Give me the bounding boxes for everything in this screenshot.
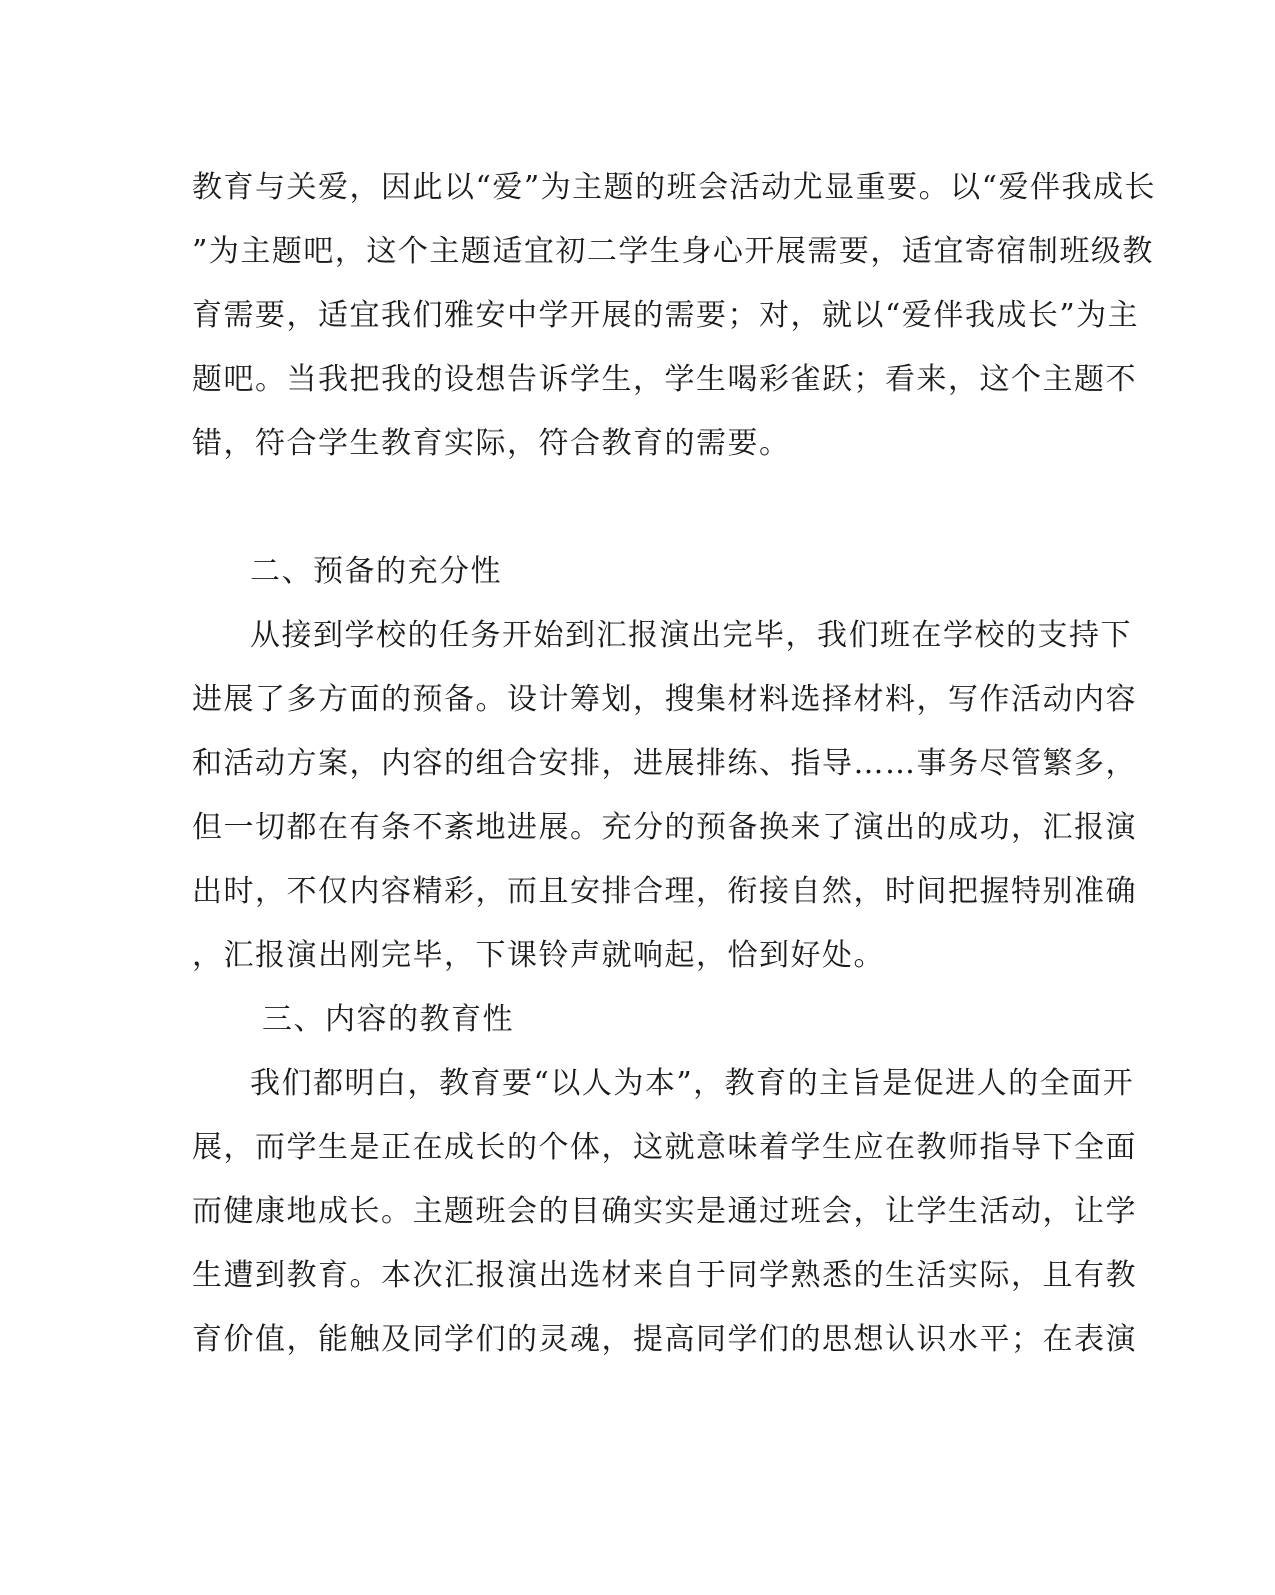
paragraph-line: 育价值，能触及同学们的灵魂，提高同学们的思想认识水平；在表演 bbox=[192, 1322, 1137, 1357]
paragraph-line: 育需要，适宜我们雅安中学开展的需要；对，就以“爱伴我成长”为主 bbox=[192, 298, 1140, 333]
paragraph-line: 展，而学生是正在成长的个体，这就意味着学生应在教师指导下全面 bbox=[192, 1130, 1137, 1165]
paragraph-line: 我们都明白，教育要“以人为本”，教育的主旨是促进人的全面开 bbox=[250, 1066, 1135, 1101]
paragraph-line: 题吧。当我把我的设想告诉学生，学生喝彩雀跃；看来，这个主题不 bbox=[192, 362, 1137, 397]
paragraph-line: 教育与关爱，因此以“爱”为主题的班会活动尤显重要。以“爱伴我成长 bbox=[192, 170, 1157, 205]
paragraph-line: 和活动方案，内容的组合安排，进展排练、指导……事务尽管繁多， bbox=[192, 746, 1137, 781]
paragraph-line: 进展了多方面的预备。设计筹划，搜集材料选择材料，写作活动内容 bbox=[192, 682, 1137, 717]
section-heading: 二、预备的充分性 bbox=[250, 554, 502, 589]
paragraph-line: 但一切都在有条不紊地进展。充分的预备换来了演出的成功，汇报演 bbox=[192, 810, 1137, 845]
paragraph-line: ”为主题吧，这个主题适宜初二学生身心开展需要，适宜寄宿制班级教 bbox=[192, 234, 1154, 269]
paragraph-line: 生遭到教育。本次汇报演出选材来自于同学熟悉的生活实际，且有教 bbox=[192, 1258, 1137, 1293]
paragraph-line: 出时，不仅内容精彩，而且安排合理，衔接自然，时间把握特别准确 bbox=[192, 874, 1137, 909]
section-heading: 三、内容的教育性 bbox=[262, 1002, 514, 1037]
paragraph-line: 从接到学校的任务开始到汇报演出完毕，我们班在学校的支持下 bbox=[250, 618, 1132, 653]
paragraph-line: ，汇报演出刚完毕，下课铃声就响起，恰到好处。 bbox=[192, 938, 885, 973]
paragraph-line: 而健康地成长。主题班会的目确实实是通过班会，让学生活动，让学 bbox=[192, 1194, 1137, 1229]
paragraph-line: 错，符合学生教育实际，符合教育的需要。 bbox=[192, 426, 791, 461]
